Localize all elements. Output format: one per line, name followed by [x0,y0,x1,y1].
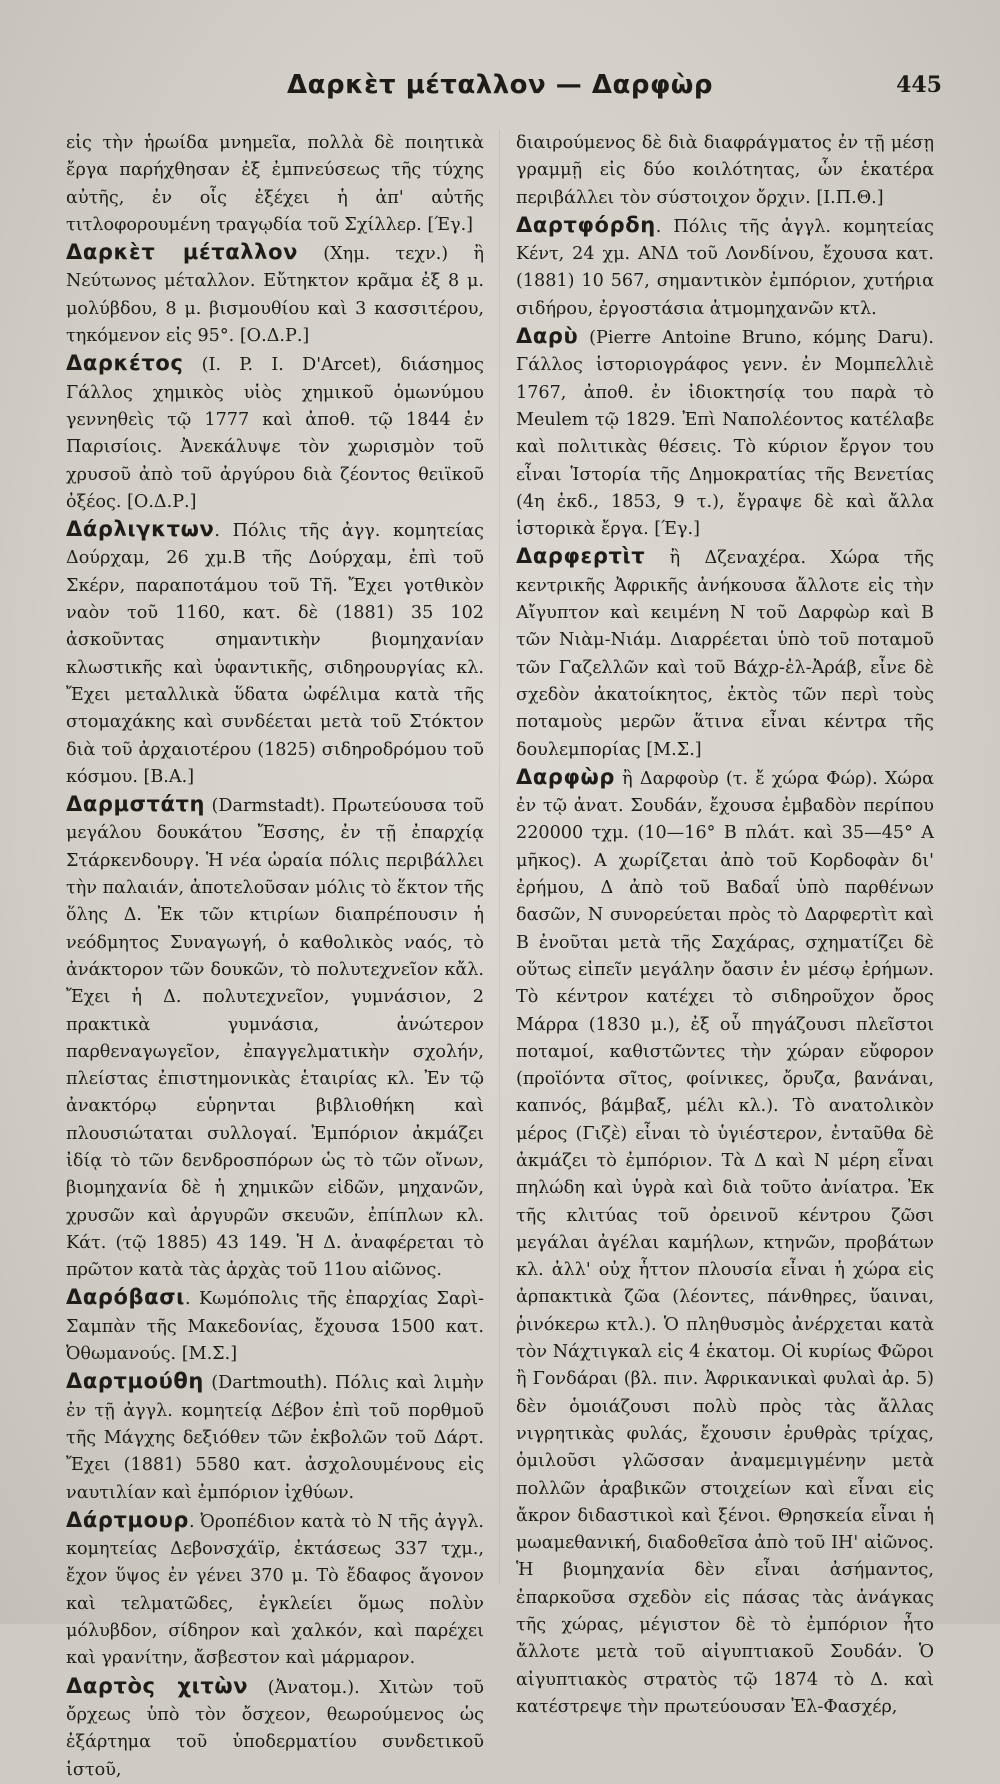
entry-headword: Δάρλιγκτων [66,517,215,542]
entry [66,1507,484,1673]
entry-text: . Πόλις τῆς ἀγγλ. κομητείας Κέντ, 24 χμ. ΑΝΔ τοῦ Λονδίνου, ἔχουσα κατ. (1881) 10 567, σημαντικὸν ἐμπόριον, χυτήρια σιδήρου, ἐργοστάσια ἀτμομηχανῶν κτλ. [516,216,934,319]
entry-headword: Δαρφὼρ [516,764,616,789]
entry-text: ἢ Δζεναχέρα. Χώρα τῆς κεντρικῆς Ἀφρικῆς ἀνήκουσα ἄλλοτε εἰς τὴν Αἴγυπτον καὶ κειμένη Ν τοῦ Δαρφὼρ καὶ Β τῶν Νιὰμ-Νιάμ. Διαρρέεται ὑπὸ τοῦ ποταμοῦ τῶν Γαζελλῶν καὶ τοῦ Βάχρ-ἐλ-Ἀράβ, εἶνε δὲ σχεδὸν ἀκατοίκητος, ἐκτὸς τῶν περὶ τοὺς ποταμοὺς μερῶν ἅτινα εἶναι κέντρα τῆς δουλεμπορίας [Μ.Σ.] [516,548,934,760]
entry [66,1284,484,1368]
entry [66,1368,484,1506]
entry-text: ἢ Δαρφοὺρ (τ. ἔ χώρα Φώρ). Χώρα ἐν τῷ ἀνατ. Σουδάν, ἔχουσα ἐμβαδὸν περίπου 220000 τχμ. (10—16° Β πλάτ. καὶ 35—45° Α μῆκος). Α χωρίζεται ἀπὸ τοῦ Κορδοφὰν δι' ἐρήμου, Δ ἀπὸ τοῦ Βαδαΐ ὑπὸ παρθένων δασῶν, Ν συνορεύεται πρὸς τὸ Δαρφερτὶτ καὶ Β ἐνοῦται μετὰ τῆς Σαχάρας, σχηματίζει δὲ οὕτως εἰπεῖν μεγάλην ὄασιν ἐν μέσῳ ἐρήμων. Τὸ κέντρον κατέχει τὸ σιδηροῦχον ὄρος Μάρρα (1830 μ.), ἐξ οὗ πηγάζουσι πλεῖστοι ποταμοί, καθιστῶντες τὴν χώραν εὔφορον (προϊόντα σῖτος, φοίνικες, ὄρυζα, βανάναι, καπνός, βάμβαξ, μέλι κλ.). Τὸ ανατολικὸν μέρος (Γιζὲ) εἶναι τὸ ὑγιέστερον, ἐνταῦθα δὲ ἀκμάζει τὸ ἐμπόριον. Τὰ Δ καὶ Ν μέρη εἶναι πηλώδη καὶ ὑγρὰ καὶ διὰ τοῦτο ἀνίατρα. Ἐκ τῆς κλιτύας τοῦ ὀρεινοῦ κέντρου ζῶσι μεγάλαι ἀγέλαι καμήλων, κτηνῶν, προβάτων κλ. ἀλλ' οὐχ ἧττον πλουσία εἶναι ἡ χώρα εἰς ἀρπακτικὰ ζῶα (λέοντες, πάνθηρες, ὕαιναι, ῥινόκερω κτλ.). Ὁ πληθυσμὸς ἀνέρχεται κατὰ τὸν Νάχτιγκαλ εἰς 4 ἑκατομ. Οἱ κυρίως Φῶροι ἢ Γονδάραι (βλ. πιν. Ἀφρικανικαὶ φυλαὶ ἀρ. 5) δὲν ὁμοιάζουσι πολὺ πρὸς τὰς ἄλλας νιγρητικὰς φυλάς, ἔχουσιν ἐρυθρὰς τρίχας, ὁμιλοῦσι γλῶσσαν ἀναμεμιγμένην μετὰ πολλῶν ἀραβικῶν στοιχείων καὶ εἶναι εἰς ἄκρον διδαστικοὶ καὶ ξένοι. Θρησκεία εἶναι ἡ μωαμεθανική, διαδοθεῖσα ἀπὸ τοῦ ΙΗ' αἰῶνος. Ἡ βιομηχανία δὲν εἶναι ἀσήμαντος, ἐπαρκοῦσα σχεδὸν εἰς πάσας τὰς ἀνάγκας τῆς χώρας, μέγιστον δὲ τὸ ἐμπόριον ἦτο ἄλλοτε μετὰ τοῦ αἰγυπτιακοῦ Σουδάν. Ὁ αἰγυπτιακὸς στρατὸς τῷ 1874 τὸ Δ. καὶ κατέστρεψε τὴν πρωτεύουσαν Ἐλ-Φασχέρ, [516,768,934,1717]
entry [66,350,484,516]
entry-text: εἰς τὴν ἡρωίδα μνημεῖα, πολλὰ δὲ ποιητικὰ ἔργα παρήχθησαν ἐξ ἐμπνεύσεως τῆς τύχης αὐτῆς, ἐν οἷς ἐξέχει ἡ ἀπ' αὐτῆς τιτλοφορουμένη τραγῳδία τοῦ Σχίλλερ. [Έγ.] [66,133,484,235]
entry [516,543,934,763]
entry [66,128,484,239]
entry-headword: Δαρτμούθη [66,1369,204,1394]
entry-text: (Dartmouth). Πόλις καὶ λιμὴν ἐν τῇ ἀγγλ. κομητείᾳ Δέβον ἐπὶ τοῦ πορθμοῦ τῆς Μάγχης δεξιόθεν τῶν ἐκβολῶν τοῦ Δάρτ. Ἔχει (1881) 5580 κατ. ἀσχολουμένους εἰς ναυτιλίαν καὶ ἐμπόριον ἰχθύων. [66,1373,484,1503]
entry [516,764,934,1721]
entry [66,1673,484,1784]
entry-headword: Δαρκὲτ μέταλλον [66,240,298,265]
entry-headword: Δαρόβασι [66,1285,185,1310]
entry-text: διαιρούμενος δὲ διὰ διαφράγματος ἐν τῇ μέσῃ γραμμῇ εἰς δύο κοιλότητας, ὧν ἑκατέρα περιβάλλει τὸν σύστοιχον ὄρχιν. [Ι.Π.Θ.] [516,133,934,208]
entry-text: (Darmstadt). Πρωτεύουσα τοῦ μεγάλου δουκάτου Ἔσσης, ἐν τῇ ἐπαρχίᾳ Στάρκενδουργ. Ἡ νέα ὡραία πόλις περιβάλλει τὴν παλαιάν, ἀποτελοῦσαν μόλις τὸ ἕκτον τῆς ὅλης Δ. Ἐκ τῶν κτιρίων διαπρέπουσιν ἡ νεόδμητος Συναγωγή, ὁ καθολικὸς ναός, τὸ ἀνάκτορον τῶν δουκῶν, τὸ πολυτεχνεῖον κἄλ. Ἔχει ἡ Δ. πολυτεχνεῖον, γυμνάσιον, 2 πρακτικὰ γυμνάσια, ἀνώτερον παρθεναγωγεῖον, ἐπαγγελματικὴν σχολήν, πλείστας ἐπιστημονικὰς ἑταιρίας κλ. Ἐν τῷ ἀνακτόρῳ εὑρηνται βιβλιοθήκη καὶ πλουσιώταται συλλογαί. Ἐμπόριον ἀκμάζει ἰδίᾳ τὸ τῶν δενδροσπόρων ὡς τὸ τῶν οἴνων, βιομηχανία δὲ ἡ χημικῶν εἰδῶν, μηχανῶν, χρυσῶν καὶ ἀργυρῶν σκευῶν, ἐπίπλων κλ. Κάτ. (τῷ 1885) 43 149. Ἡ Δ. ἀναφέρεται τὸ πρῶτον κατὰ τὰς ἀρχὰς τοῦ 11ου αἰῶνος. [66,796,484,1281]
entry-headword: Δαρτὸς χιτὼν [66,1673,249,1698]
entry-text: (I. P. I. D'Arcet), διάσημος Γάλλος χημικὸς υἱὸς χημικοῦ ὁμωνύμου γεννηθεὶς τῷ 1777 καὶ ἀποθ. τῷ 1844 ἐν Παρισίοις. Ἀνεκάλυψε τὸν χωρισμὸν τοῦ χρυσοῦ ἀπὸ τοῦ ἀργύρου διὰ ζέοντος θειϊκοῦ ὀξέος. [Ο.Δ.Ρ.] [66,355,484,512]
running-header [58,70,942,110]
entry-headword: Δαρτφόρδη [516,212,656,237]
column-gutter [499,130,500,1584]
entry [66,516,484,791]
entry-text: . Πόλις τῆς ἀγγ. κομητείας Δούρχαμ, 26 χμ.Β τῆς Δούρχαμ, ἐπὶ τοῦ Σκέρν, παραποτάμου τοῦ Τῆ. Ἔχει γοτθικὸν ναὸν τοῦ 1160, κατ. δὲ (1881) 35 102 ἀσκοῦντας σημαντικὴν βιομηχανίαν κλωστικῆς καὶ ὑφαντικῆς, σιδηρουργίας κλ. Ἔχει μεταλλικὰ ὕδατα ὠφέλιμα κατὰ τῆς στομαχάκης καὶ συνδέεται μετὰ τοῦ Στόκτον διὰ τοῦ ἀρχαιοτέρου (1825) σιδηροδρόμου τοῦ κόσμου. [Β.Α.] [66,521,484,787]
entry [516,128,934,212]
left-column [66,128,484,1784]
entry-text: (Ἀνατομ.). Χιτὼν τοῦ ὄρχεως ὑπὸ τὸν ὄσχεον, θεωρούμενος ὡς ἐξάρτημα τοῦ ὑποδερματίου συνδετικοῦ ἱστοῦ, [66,1677,485,1780]
entry-text: . Ὀροπέδιον κατὰ τὸ Ν τῆς ἀγγλ. κομητείας Δεβονσχάϊρ, ἐκτάσεως 337 τχμ., ἔχον ὕψος ἐν γένει 370 μ. Τὸ ἔδαφος ἄγονον καὶ τελματῶδες, ἐγκλείει ὅμως πολὺν μόλυβδον, σίδηρον καὶ χαλκόν, καὶ παρέχει καὶ γρανίτην, ἄσβεστον καὶ μάρμαρον. [66,1511,484,1669]
right-column [516,128,934,1721]
entry [66,239,484,350]
entry-text: (Pierre Antoine Bruno, κόμης Daru). Γάλλος ἱστοριογράφος γενν. ἐν Μομπελλιὲ 1767, ἀποθ. ἐν ἰδιοκτησίᾳ του παρὰ τὸ Meulem τῷ 1829. Ἐπὶ Ναπολέοντος κατέλαβε καὶ πολιτικὰς θέσεις. Τὸ κύριον ἔργον του εἶναι Ἱστορία τῆς Δημοκρατίας τῆς Βενετίας (4η ἐκδ., 1853, 9 τ.), ἔγραψε δὲ καὶ ἄλλα ἱστορικὰ ἔργα. [Έγ.] [516,328,934,540]
page-number: 445 [896,72,942,98]
entry-headword: Δαρκέτος [66,351,184,376]
header-title: Δαρκὲτ μέταλλον — Δαρφὼρ [287,70,713,100]
entry-text: . Κωμόπολις τῆς ἐπαρχίας Σαρὶ-Σαμπὰν τῆς Μακεδονίας, ἔχουσα 1500 κατ. Ὀθωμανούς. [Μ.Σ.] [66,1289,484,1365]
entry-headword: Δαρὺ [516,324,579,349]
entry [516,212,934,323]
entry [516,323,934,543]
entry [66,791,484,1284]
entry-text: (Χημ. τεχν.) ἢ Νεύτωνος μέταλλον. Εὔτηκτον κρᾶμα ἐξ 8 μ. μολύβδου, 8 μ. βισμουθίου καὶ 3 κασσιτέρου, τηκόμενον εἰς 95°. [Ο.Δ.Ρ.] [66,244,484,347]
entry-headword: Δάρτμουρ [66,1507,190,1532]
entry-headword: Δαρμστάτη [66,792,206,817]
entry-headword: Δαρφερτὶτ [516,544,646,569]
